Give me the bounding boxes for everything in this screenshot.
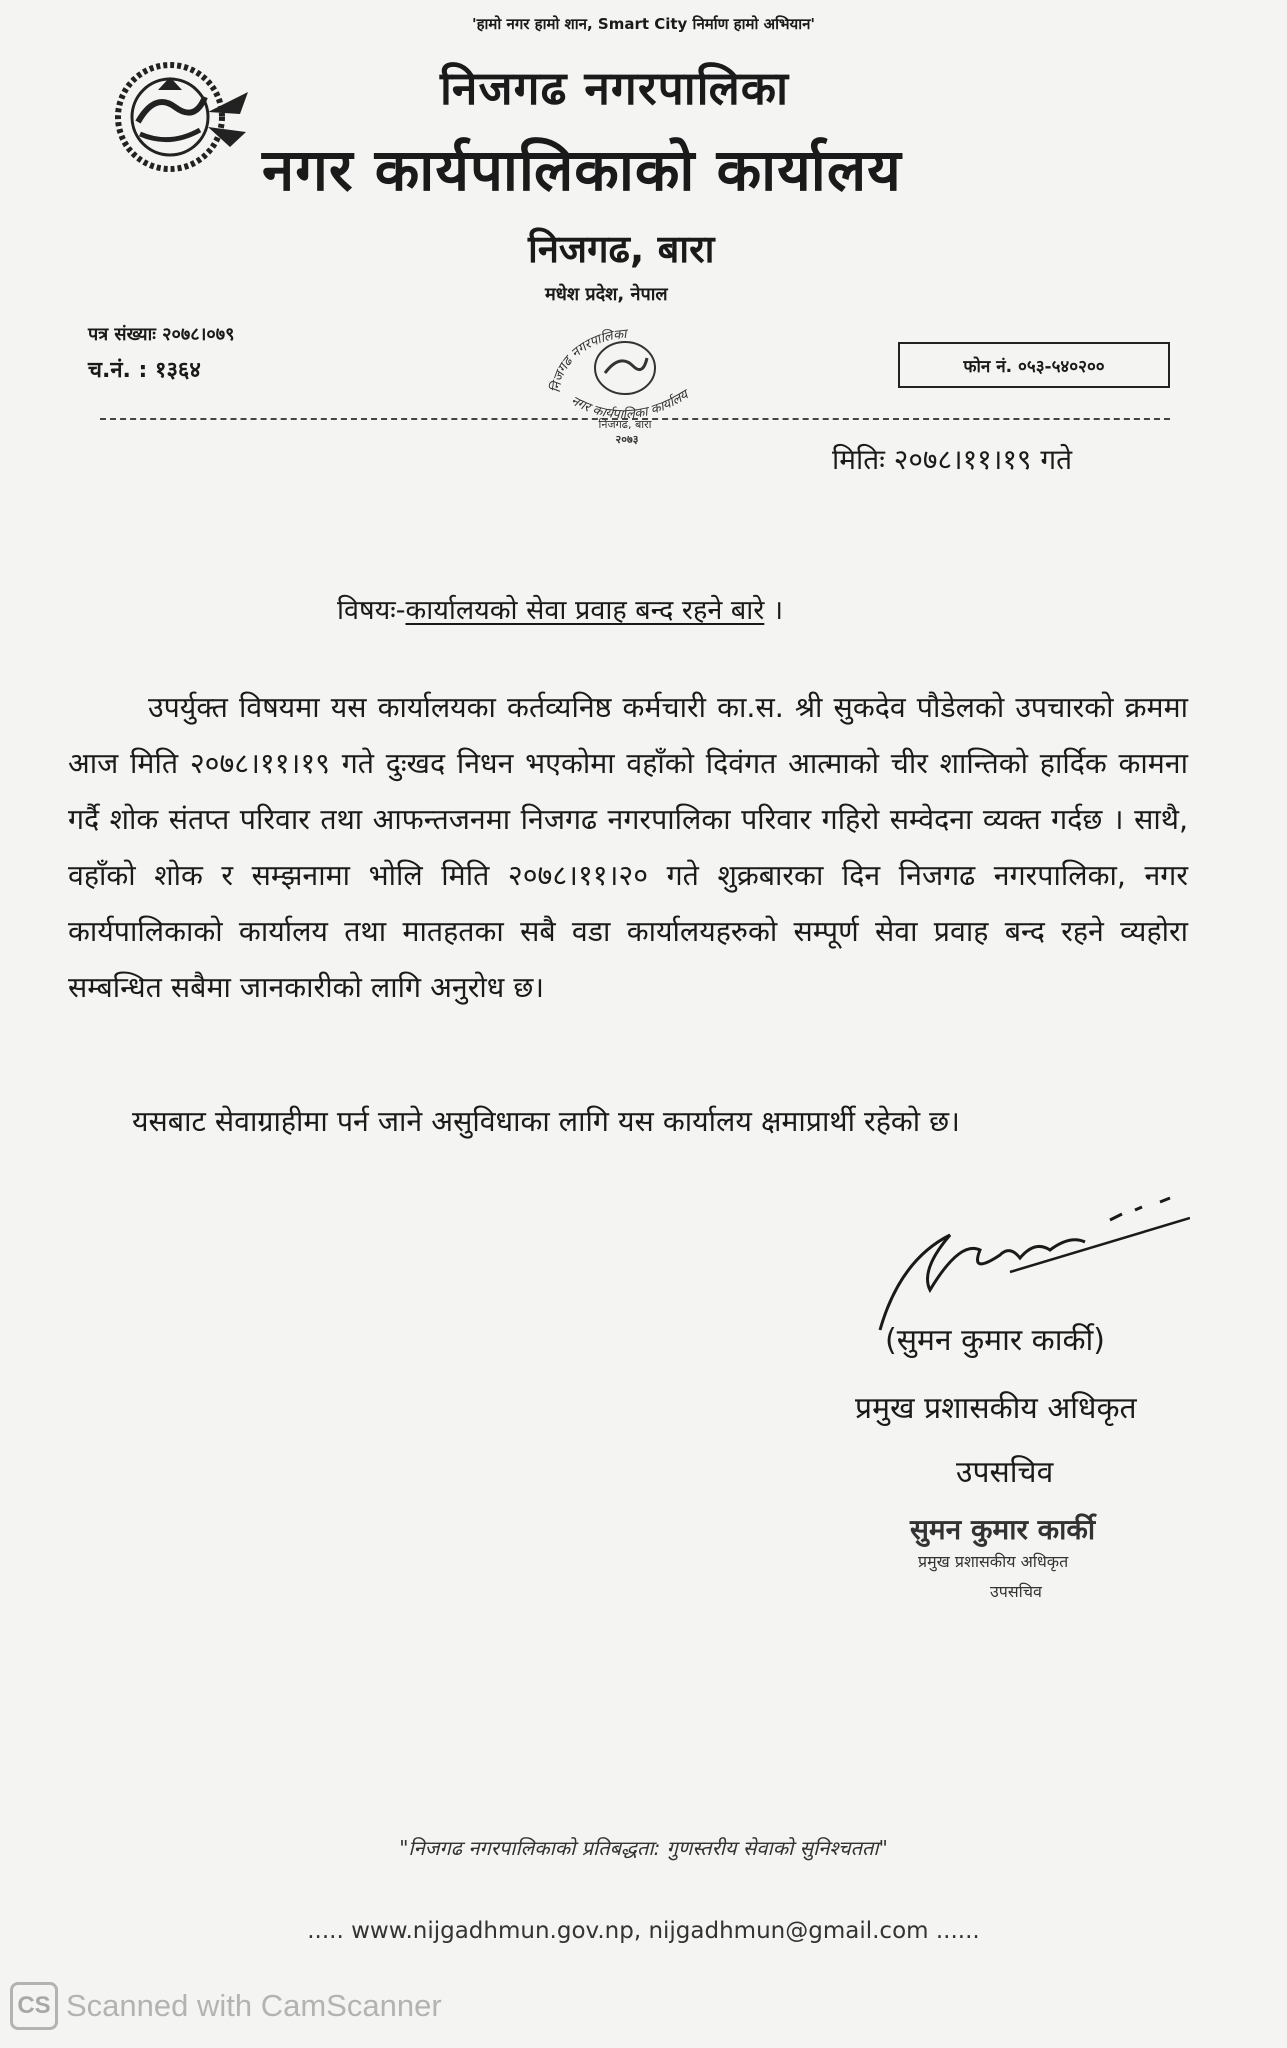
province-line: मधेश प्रदेश, नेपाल xyxy=(545,284,668,305)
municipality-name: निजगढ नगरपालिका xyxy=(440,61,790,115)
seal-ring-bottom: नगर कार्यपालिका कार्यालय xyxy=(568,387,691,423)
office-name: नगर कार्यपालिकाको कार्यालय xyxy=(262,136,902,204)
seal-ring-top: निजगढ नगरपालिका xyxy=(548,326,628,394)
municipality-logo xyxy=(100,52,250,182)
stamp-title: प्रमुख प्रशासकीय अधिकृत xyxy=(918,1552,1069,1571)
signatory-rank: उपसचिव xyxy=(956,1455,1054,1490)
office-seal-stamp xyxy=(525,298,735,448)
subject-label: विषयः- xyxy=(337,595,406,626)
signatory-name: (सुमन कुमार कार्की) xyxy=(885,1323,1105,1358)
subject-line xyxy=(337,590,783,627)
subject-end: । xyxy=(764,595,784,626)
seal-place: निजगढ, बारा xyxy=(598,418,652,431)
header-tagline: 'हामो नगर हामो शान, Smart City निर्माण हामो अभियान' xyxy=(471,15,816,33)
office-place: निजगढ, बारा xyxy=(528,227,715,271)
letter-date: मितिः २०७८।११।१९ गते xyxy=(832,443,1073,476)
svg-text:निजगढ नगरपालिका xyxy=(548,327,630,394)
dispatch-number: च.नं. : १३६४ xyxy=(88,358,201,383)
camscanner-icon: CS xyxy=(10,1982,58,2030)
handwritten-signature xyxy=(860,1180,1190,1340)
camscanner-text: Scanned with CamScanner xyxy=(66,1988,442,2023)
footer-motto: "निजगढ नगरपालिकाको प्रतिबद्धता: गुणस्तरीय सेवाको सुनिश्चतता" xyxy=(399,1836,888,1860)
body-paragraph-1: उपर्युक्त विषयमा यस कार्यालयका कर्तव्यनिष्ठ कर्मचारी का.स. श्री सुकदेव पौडेलको उपचारको क्रममा आज मिति २०७८।११।१९ गते दुःखद निधन भएकोमा वहाँको दिवंगत आत्माको चीर शान्तिको हार्दिक कामना गर्दै शोक संतप्त परिवार तथा आफन्तजनमा निजगढ नगरपालिका परिवार गहिरो सम्वेदना व्यक्त गर्दछ । साथै, वहाँको शोक र सम्झनामा भोलि मिति २०७८।११।२० गते शुक्रबारका दिन निजगढ नगरपालिका, नगर कार्यपालिकाको कार्यालय तथा मातहतका सबै वडा कार्यालयहरुको सम्पूर्ण सेवा प्रवाह बन्द रहने व्यहोरा सम्बन्धित सबैमा जानकारीको लागि अनुरोध छ। xyxy=(68,691,1188,1004)
stamp-name: सुमन कुमार कार्की xyxy=(910,1513,1096,1546)
phone-box: फोन नं. ०५३-५४०२०० xyxy=(898,342,1170,388)
camscanner-watermark xyxy=(10,1980,442,2032)
footer-contact: ..... www.nijgadhmun.gov.np, nijgadhmun@gmail.com ...... xyxy=(307,1918,980,1944)
stamp-rank: उपसचिव xyxy=(990,1582,1042,1601)
letter-number: पत्र संख्याः २०७८।०७९ xyxy=(88,324,235,345)
seal-year: २०७३ xyxy=(615,433,639,446)
signatory-title: प्रमुख प्रशासकीय अधिकृत xyxy=(855,1391,1137,1426)
header-divider xyxy=(100,418,1170,420)
body-paragraph-2: यसबाट सेवाग्राहीमा पर्न जाने असुविधाका लागि यस कार्यालय क्षमाप्रार्थी रहेको छ। xyxy=(132,1105,960,1138)
subject-text: कार्यालयको सेवा प्रवाह बन्द रहने बारे xyxy=(405,595,765,626)
